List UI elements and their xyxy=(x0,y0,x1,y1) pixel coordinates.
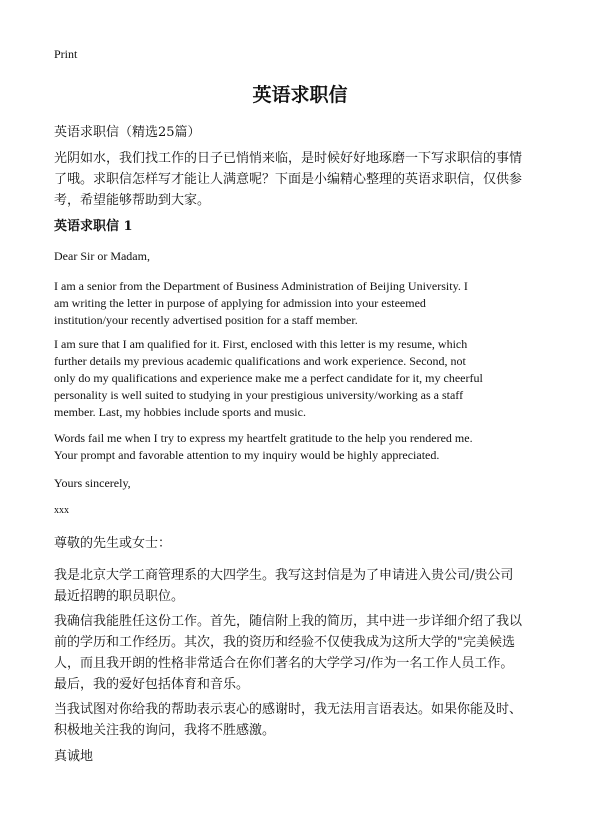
paragraph-line: 我确信我能胜任这份工作。首先，随信附上我的简历，其中进一步详细介绍了我以 xyxy=(54,614,523,629)
paragraph-line: institution/your recently advertised position for a staff member. xyxy=(54,313,358,327)
closing-cn xyxy=(54,746,559,767)
paragraph-line: further details my previous academic qualifications and work experience. Second, not xyxy=(54,354,466,368)
paragraph-line: member. Last, my hobbies include sports and music. xyxy=(54,405,306,419)
closing-en: Yours sincerely, xyxy=(54,476,131,490)
paragraph-line: am writing the letter in purpose of applying for admission into your esteemed xyxy=(54,296,426,310)
salutation-cn xyxy=(54,533,559,554)
paragraph-line: 我是北京大学工商管理系的大四学生。我写这封信是为了申请进入贵公司/贵公司 xyxy=(54,568,514,583)
paragraph-cn-3 xyxy=(54,699,559,741)
paragraph-line: 积极地关注我的询问，我将不胜感激。 xyxy=(54,723,276,738)
paragraph-line: Your prompt and favorable attention to my inquiry would be highly appreciated. xyxy=(54,448,440,462)
paragraph-en-2 xyxy=(54,336,549,421)
paragraph-line: 前的学历和工作经历。其次，我的资历和经验不仅使我成为这所大学的"完美候选 xyxy=(54,635,515,650)
paragraph-cn-2 xyxy=(54,611,559,695)
intro-line: 光阴如水，我们找工作的日子已悄悄来临，是时候好好地琢磨一下写求职信的事情 xyxy=(54,151,523,166)
paragraph-line: I am a senior from the Department of Business Administration of Beijing University. I xyxy=(54,279,468,293)
paragraph-en-1 xyxy=(54,278,549,329)
paragraph-cn-1 xyxy=(54,565,559,607)
paragraph-line: I am sure that I am qualified for it. First, enclosed with this letter is my resume, which xyxy=(54,337,468,351)
paragraph-line: 人，而且我开朗的性格非常适合在你们著名的大学学习/作为一名工作人员工作。 xyxy=(54,656,514,671)
salutation-cn-line: 尊敬的先生或女士： xyxy=(54,536,172,551)
paragraph-line: 最近招聘的职员职位。 xyxy=(54,589,185,604)
paragraph-en-3 xyxy=(54,430,549,464)
print-label[interactable]: Print xyxy=(54,47,78,61)
salutation-en: Dear Sir or Madam, xyxy=(54,249,150,263)
closing-cn-line: 真诚地 xyxy=(54,749,94,764)
paragraph-line: only do my qualifications and experience make me a perfect candidate for it, my cheerful xyxy=(54,371,483,385)
paragraph-line: Words fail me when I try to express my heartfelt gratitude to the help you rendered me. xyxy=(54,431,473,445)
intro-line: 了哦。求职信怎样写才能让人满意呢？下面是小编精心整理的英语求职信，仅供参 xyxy=(54,172,523,187)
subtitle: 英语求职信（精选25篇） xyxy=(54,125,201,140)
section-heading: 英语求职信 1 xyxy=(54,219,133,234)
paragraph-line: 最后，我的爱好包括体育和音乐。 xyxy=(54,677,250,692)
paragraph-line: 当我试图对你给我的帮助表示衷心的感谢时，我无法用言语表达。如果你能及时、 xyxy=(54,702,523,717)
signature-en: xxx xyxy=(54,505,69,516)
intro-paragraph xyxy=(54,148,559,211)
paragraph-line: personality is well suited to studying in your prestigious university/working as a staff xyxy=(54,388,464,402)
page-title: 英语求职信 xyxy=(252,84,348,106)
intro-line: 考，希望能够帮助到大家。 xyxy=(54,193,211,208)
